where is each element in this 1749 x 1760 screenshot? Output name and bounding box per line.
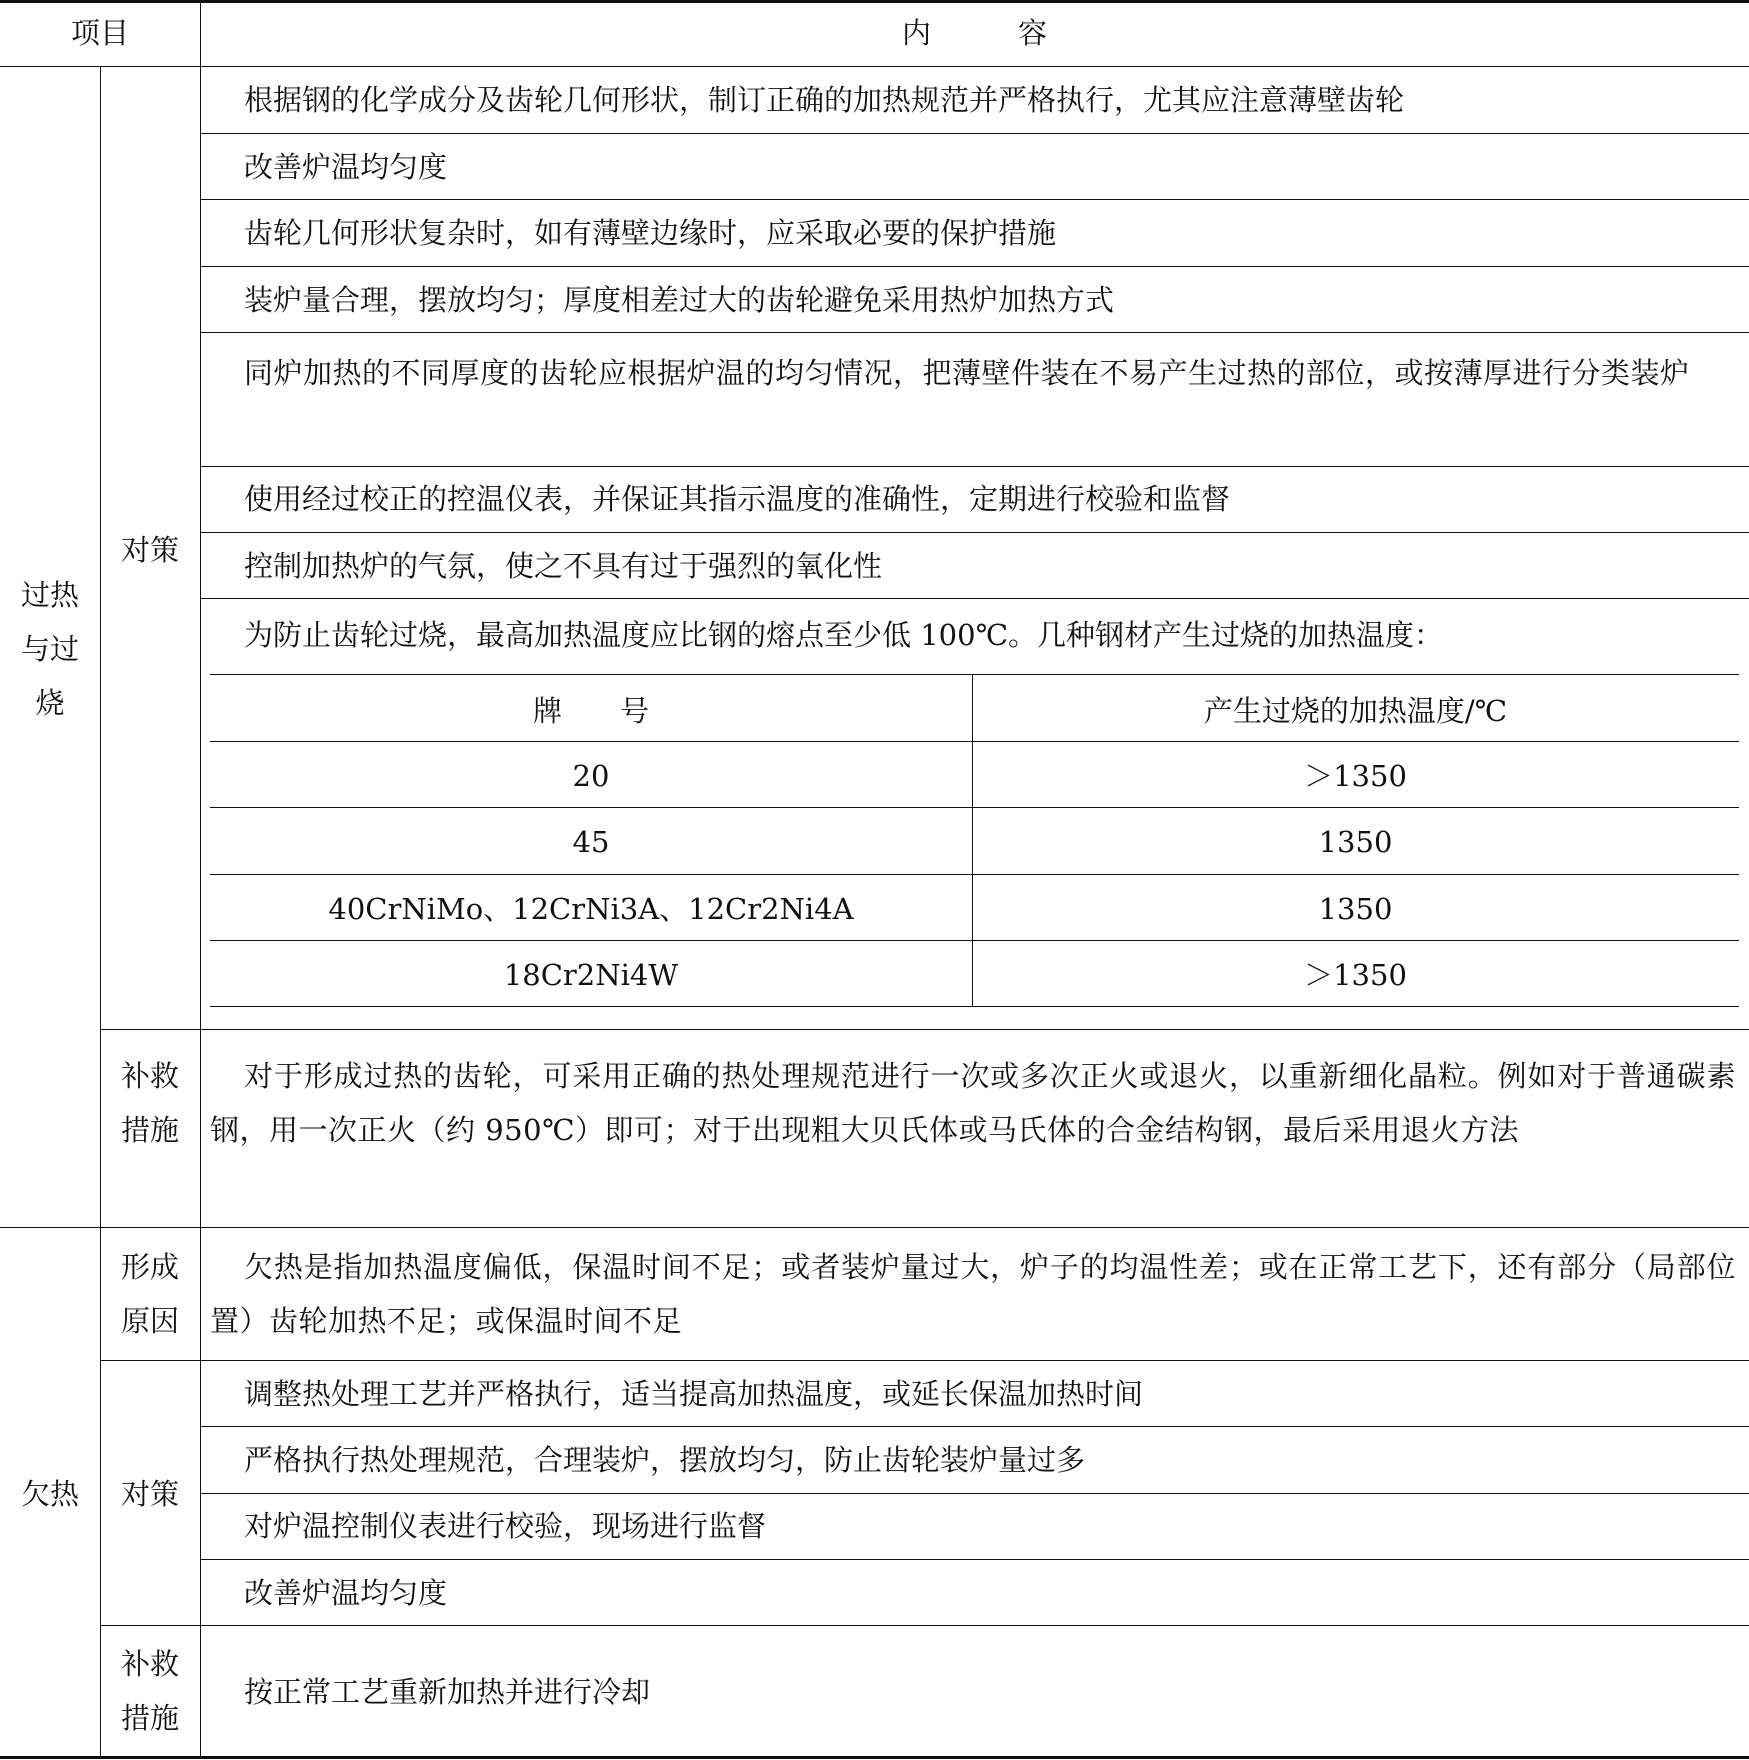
header-bottom-rule: [0, 66, 1749, 67]
row-rule: [200, 1493, 1749, 1494]
table-top-rule: [0, 0, 1749, 3]
subtable-rule: [210, 674, 1739, 675]
subtable-rule: [210, 807, 1739, 808]
overheat-countermeasure-3: 齿轮几何形状复杂时，如有薄壁边缘时，应采取必要的保护措施: [244, 216, 1057, 250]
subtable-header-grade: 牌 号: [532, 694, 649, 728]
subtable-rule: [210, 874, 1739, 875]
underheat-countermeasure-3: 对炉温控制仪表进行校验，现场进行监督: [244, 1509, 767, 1543]
overheat-countermeasure-1: 根据钢的化学成分及齿轮几何形状，制订正确的加热规范并严格执行，尤其应注意薄壁齿轮: [244, 83, 1405, 117]
overheat-countermeasure-4: 装炉量合理，摆放均匀；厚度相差过大的齿轮避免采用热炉加热方式: [244, 283, 1115, 317]
subtable-cell: ＞1350: [1304, 958, 1407, 992]
overheat-countermeasure-6: 使用经过校正的控温仪表，并保证其指示温度的准确性，定期进行校验和监督: [244, 482, 1231, 516]
section-rule: [100, 1625, 1749, 1626]
underheat-countermeasure-4: 改善炉温均匀度: [244, 1576, 448, 1610]
subtable-cell: 40CrNiMo、12CrNi3A、12Cr2Ni4A: [328, 892, 854, 926]
overheat-countermeasure-2: 改善炉温均匀度: [244, 150, 448, 184]
subtable-cell: 20: [572, 759, 610, 793]
underheat-cause-text: 欠热是指加热温度偏低，保温时间不足；或者装炉量过大，炉子的均温性差；或在正常工艺下，还有部分（局部位置）齿轮加热不足；或保温时间不足: [210, 1250, 1736, 1338]
underheat-cause-label: [100, 1240, 200, 1348]
row-rule: [200, 532, 1749, 533]
subtable-rule: [210, 741, 1739, 742]
subtable-cell: 18Cr2Ni4W: [503, 958, 679, 992]
underheat-remedy-label-text: 补救措施: [120, 1647, 179, 1735]
row-rule: [200, 598, 1749, 599]
category-overheat-label: 过热与过烧: [20, 578, 79, 720]
table-bottom-rule: [0, 1756, 1749, 1759]
underheat-countermeasure-label: 对策: [120, 1477, 179, 1511]
underheat-countermeasure-2: 严格执行热处理规范，合理装炉，摆放均匀，防止齿轮装炉量过多: [244, 1443, 1086, 1477]
category-underheat: 欠热: [20, 1477, 79, 1511]
section-rule: [100, 1360, 1749, 1361]
overheat-remedy-label-text: 补救措施: [120, 1059, 179, 1147]
subtable-rule: [210, 1006, 1739, 1007]
header-content: 内 容: [901, 16, 1047, 50]
row-rule: [200, 199, 1749, 200]
subtable-header-temp: 产生过烧的加热温度/℃: [1203, 694, 1508, 728]
section-rule: [0, 1227, 1749, 1228]
overheat-remedy-text: 对于形成过热的齿轮，可采用正确的热处理规范进行一次或多次正火或退火，以重新细化晶粒。例如对于普通碳素钢，用一次正火（约 950℃）即可；对于出现粗大贝氏体或马氏体的合金结构钢，最后采用退火方法: [210, 1059, 1736, 1147]
header-item: 项目: [70, 16, 129, 50]
underheat-countermeasure-1: 调整热处理工艺并严格执行，适当提高加热温度，或延长保温加热时间: [244, 1377, 1144, 1411]
row-rule: [200, 1426, 1749, 1427]
col-rule-2: [200, 0, 201, 1758]
underheat-remedy-text: 按正常工艺重新加热并进行冷却: [244, 1675, 651, 1709]
subtable-cell: 45: [572, 825, 610, 859]
subtable-rule: [210, 940, 1739, 941]
row-rule: [200, 133, 1749, 134]
row-rule: [200, 466, 1749, 467]
row-rule: [200, 266, 1749, 267]
section-rule: [100, 1029, 1749, 1030]
subtable-cell: 1350: [1318, 892, 1393, 926]
overheat-countermeasure-7: 控制加热炉的气氛，使之不具有过于强烈的氧化性: [244, 549, 883, 583]
overheat-countermeasure-5: 同炉加热的不同厚度的齿轮应根据炉温的均匀情况，把薄壁件装在不易产生过热的部位，或按薄厚进行分类装炉: [244, 356, 1690, 390]
row-rule: [200, 332, 1749, 333]
underheat-cause-label-text: 形成原因: [120, 1250, 179, 1338]
subtable-cell: 1350: [1318, 825, 1393, 859]
overheat-remedy-label: [100, 1049, 200, 1157]
overheat-countermeasure-8: 为防止齿轮过烧，最高加热温度应比钢的熔点至少低 100℃。几种钢材产生过烧的加热温度：: [244, 618, 1444, 652]
row-rule: [200, 1559, 1749, 1560]
overheat-countermeasure-label: 对策: [120, 533, 179, 567]
category-overheat: [0, 568, 100, 730]
subtable-cell: ＞1350: [1304, 759, 1407, 793]
underheat-remedy-label: [100, 1637, 200, 1745]
